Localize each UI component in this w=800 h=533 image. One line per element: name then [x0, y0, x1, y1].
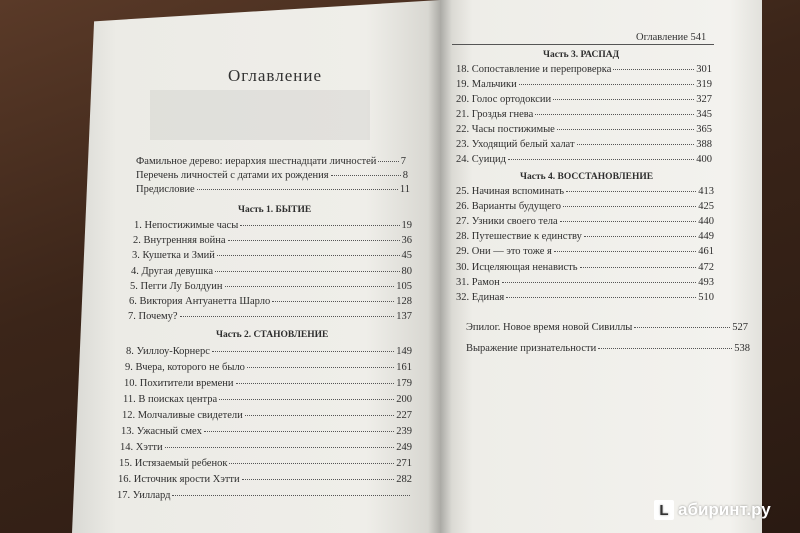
entry-label: 25. Начиная вспоминать — [456, 186, 565, 197]
entry-label: 26. Варианты будущего — [456, 201, 561, 212]
entry-page: 271 — [396, 458, 412, 469]
chapter-item — [456, 231, 714, 242]
running-header: Оглавление 541 — [636, 32, 707, 43]
entry-page: 179 — [396, 378, 412, 389]
chapter-item — [133, 235, 412, 246]
watermark-text: абиринт.ру — [678, 500, 771, 519]
chapter-item — [118, 474, 412, 485]
entry-page: 413 — [698, 186, 714, 197]
entry-page: 493 — [698, 277, 714, 288]
entry-page: 11 — [399, 184, 410, 195]
entry-label: 6. Виктория Антуанетта Шарло — [129, 296, 271, 307]
entry-page: 128 — [396, 296, 412, 307]
entry-label: 15. Истязаемый ребенок — [119, 458, 228, 469]
entry-page: 8 — [402, 170, 408, 181]
chapter-item — [456, 186, 714, 197]
entry-label: 4. Другая девушка — [131, 266, 213, 277]
entry-label: 27. Узники своего тела — [456, 216, 558, 227]
entry-page: 510 — [698, 292, 714, 303]
part-heading: Часть 3. РАСПАД — [543, 50, 620, 60]
bleed-through — [150, 90, 370, 140]
entry-label: 19. Мальчики — [456, 79, 517, 90]
entry-label: 14. Хэтти — [120, 442, 163, 453]
entry-label: 31. Рамон — [456, 277, 500, 288]
watermark — [654, 500, 771, 520]
entry-page: 400 — [696, 154, 712, 165]
chapter-item — [128, 311, 412, 322]
part-heading: Часть 4. ВОССТАНОВЛЕНИЕ — [520, 172, 654, 182]
chapter-item — [130, 281, 412, 292]
entry-label: 30. Исцеляющая ненависть — [456, 262, 578, 273]
entry-page: 319 — [696, 79, 712, 90]
entry-label: Фамильное дерево: иерархия шестнадцати личностей — [136, 156, 377, 167]
entry-page: 301 — [696, 64, 712, 75]
chapter-item — [125, 362, 412, 373]
entry-page: 249 — [396, 442, 412, 453]
chapter-item — [132, 250, 412, 261]
chapter-item — [131, 266, 412, 277]
entry-label: 20. Голос ортодоксии — [456, 94, 552, 105]
entry-label: 21. Гроздья гнева — [456, 109, 534, 120]
entry-label: 16. Источник ярости Хэтти — [118, 474, 240, 485]
entry-label: 28. Путешествие к единству — [456, 231, 582, 242]
front-matter-item — [136, 156, 406, 167]
chapter-item — [129, 296, 412, 307]
entry-label: 29. Они — это тоже я — [456, 246, 552, 257]
entry-page: 200 — [396, 394, 412, 405]
chapter-item — [456, 216, 714, 227]
entry-page: 449 — [698, 231, 714, 242]
entry-page: 365 — [696, 124, 712, 135]
entry-page: 36 — [401, 235, 412, 246]
entry-page: 149 — [396, 346, 412, 357]
chapter-item — [456, 201, 714, 212]
chapter-item — [456, 292, 714, 303]
back-matter-item — [466, 322, 748, 333]
chapter-item — [117, 490, 412, 501]
entry-label: 18. Сопоставление и перепроверка — [456, 64, 612, 75]
entry-label: 32. Единая — [456, 292, 505, 303]
entry-label: 1. Непостижимые часы — [134, 220, 239, 231]
entry-page: 472 — [698, 262, 714, 273]
entry-page: 282 — [396, 474, 412, 485]
back-matter-item — [466, 343, 750, 354]
labirint-logo-icon: L — [654, 500, 674, 520]
entry-page: 327 — [696, 94, 712, 105]
book-spine — [428, 0, 452, 533]
entry-page: 45 — [401, 250, 412, 261]
entry-label: Предисловие — [136, 184, 195, 195]
entry-label: Перечень личностей с датами их рождения — [136, 170, 329, 181]
chapter-item — [123, 394, 412, 405]
front-matter-item — [136, 184, 410, 195]
entry-label: 7. Почему? — [128, 311, 178, 322]
entry-label: 24. Суицид — [456, 154, 506, 165]
entry-page: 440 — [698, 216, 714, 227]
chapter-item — [456, 94, 712, 105]
chapter-item — [122, 410, 412, 421]
entry-page: 137 — [396, 311, 412, 322]
entry-page: 105 — [396, 281, 412, 292]
header-rule — [452, 44, 714, 45]
chapter-item — [126, 346, 412, 357]
chapter-item — [456, 154, 712, 165]
entry-label: 11. В поисках центра — [123, 394, 218, 405]
entry-label: 2. Внутренняя война — [133, 235, 226, 246]
entry-page: 527 — [732, 322, 748, 333]
toc-title: Оглавление — [228, 66, 322, 85]
entry-label: 23. Уходящий белый халат — [456, 139, 575, 150]
entry-page: 388 — [696, 139, 712, 150]
chapter-item — [456, 124, 712, 135]
chapter-item — [134, 220, 412, 231]
entry-label: 3. Кушетка и Змий — [132, 250, 215, 261]
entry-page: 425 — [698, 201, 714, 212]
front-matter-item — [136, 170, 408, 181]
entry-page: 227 — [396, 410, 412, 421]
entry-label: Эпилог. Новое время новой Сивиллы — [466, 322, 633, 333]
entry-label: 9. Вчера, которого не было — [125, 362, 245, 373]
chapter-item — [456, 277, 714, 288]
chapter-item — [456, 79, 712, 90]
chapter-item — [456, 109, 712, 120]
entry-label: 5. Пегги Лу Болдуин — [130, 281, 223, 292]
part-heading: Часть 2. СТАНОВЛЕНИЕ — [216, 330, 329, 340]
chapter-item — [120, 442, 412, 453]
chapter-item — [456, 246, 714, 257]
entry-page: 161 — [396, 362, 412, 373]
entry-page: 80 — [401, 266, 412, 277]
entry-label: 17. Уиллард — [117, 490, 171, 501]
chapter-item — [456, 262, 714, 273]
entry-label: 12. Молчаливые свидетели — [122, 410, 243, 421]
entry-page: 19 — [401, 220, 412, 231]
entry-label: 8. Уиллоу-Корнерс — [126, 346, 210, 357]
chapter-item — [121, 426, 412, 437]
entry-page: 239 — [396, 426, 412, 437]
chapter-item — [456, 139, 712, 150]
entry-page: 461 — [698, 246, 714, 257]
chapter-item — [456, 64, 712, 75]
entry-label: 22. Часы постижимые — [456, 124, 555, 135]
entry-page: 538 — [734, 343, 750, 354]
entry-label: 13. Ужасный смех — [121, 426, 202, 437]
entry-label: 10. Похитители времени — [124, 378, 234, 389]
chapter-item — [119, 458, 412, 469]
entry-label: Выражение признательности — [466, 343, 597, 354]
chapter-item — [124, 378, 412, 389]
part-heading: Часть 1. БЫТИЕ — [238, 205, 312, 215]
entry-page: 7 — [400, 156, 406, 167]
entry-page: 345 — [696, 109, 712, 120]
